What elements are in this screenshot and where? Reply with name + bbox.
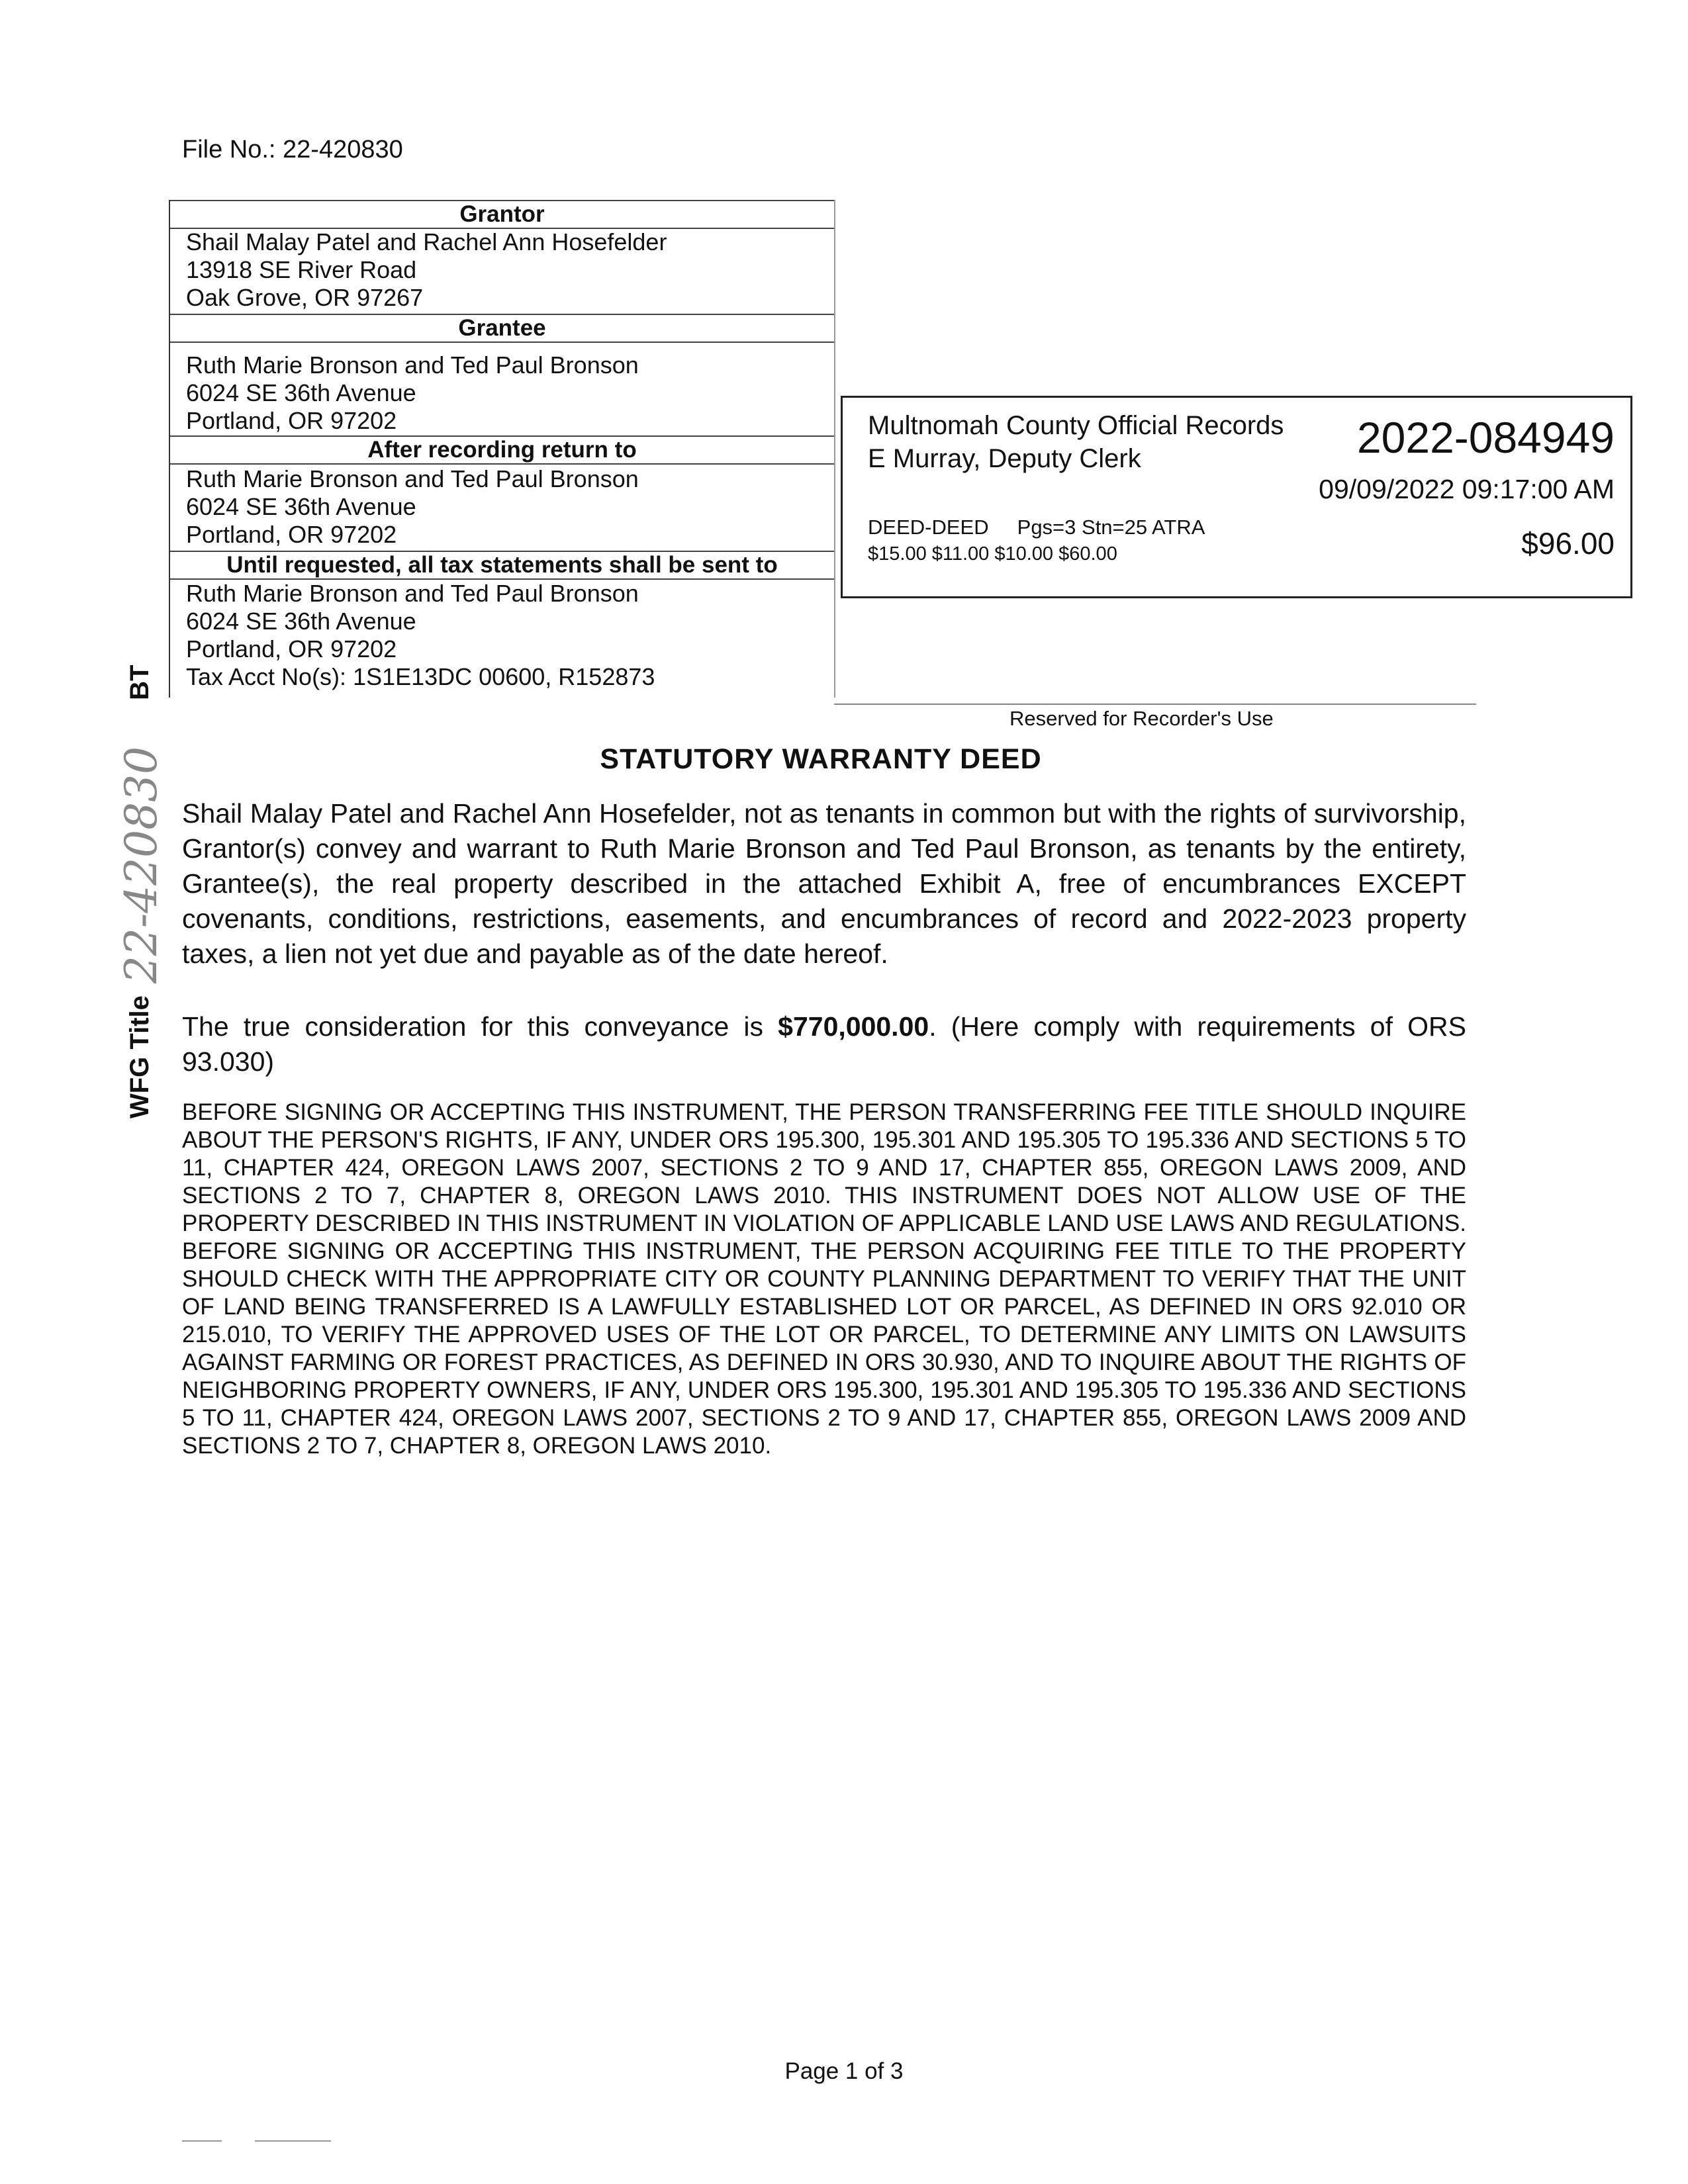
grantor-name: Shail Malay Patel and Rachel Ann Hosefelder [186, 228, 667, 255]
consideration-lead: The true consideration for this conveyance is [182, 1011, 778, 1042]
parties-box [169, 200, 835, 698]
initials: BT [125, 664, 155, 700]
grantee-name: Ruth Marie Bronson and Ted Paul Bronson [186, 351, 639, 379]
grantee-street: 6024 SE 36th Avenue [186, 379, 416, 406]
consideration-tail: . (Here comply with requirements of ORS 93.030) [182, 1011, 1466, 1077]
scan-mark [182, 2140, 222, 2142]
recording-total: $96.00 [1521, 526, 1615, 561]
return-to-street: 6024 SE 36th Avenue [186, 493, 416, 520]
recorder-stamp [841, 396, 1632, 598]
return-to-name: Ruth Marie Bronson and Ted Paul Bronson [186, 465, 639, 492]
consideration-amount: $770,000.00 [778, 1011, 929, 1042]
grantee-heading: Grantee [170, 314, 834, 343]
document-type: DEED-DEED Pgs=3 Stn=25 ATRA [868, 516, 1205, 539]
recording-timestamp: 09/09/2022 09:17:00 AM [1319, 474, 1615, 504]
conveyance-paragraph: Shail Malay Patel and Rachel Ann Hosefelder, not as tenants in common but with the rights of survivorship, Grantor(s) convey and warrant to Ruth Marie Bronson and Ted Paul Bronson, as tenants by the entirety, Grantee(s), the real property described in the attached Exhibit A, free of encumbrances EXCEPT covenants, conditions, restrictions, easements, and encumbrances of record and 2022-2023 property taxes, a lien not yet due and payable as of the date hereof. [182, 798, 1466, 969]
grantor-heading: Grantor [170, 200, 834, 229]
grantor-city: Oak Grove, OR 97267 [186, 284, 424, 311]
page-number: Page 1 of 3 [784, 2058, 904, 2084]
tax-statements-heading: Until requested, all tax statements shall be sent to [170, 551, 834, 580]
reserved-label: Reserved for Recorder's Use [1009, 707, 1274, 730]
statutory-notice: BEFORE SIGNING OR ACCEPTING THIS INSTRUMENT, THE PERSON TRANSFERRING FEE TITLE SHOULD INQUIRE ABOUT THE PERSON'S RIGHTS, IF ANY, UNDER ORS 195.300, 195.301 AND 195.305 TO 195.336 AND SECTIONS 5 TO 11, CHAPTER 424, OREGON LAWS 2007, SECTIONS 2 TO 9 AND 17, CHAPTER 855, OREGON LAWS 2009, AND SECTIONS 2 TO 7, CHAPTER 8, OREGON LAWS 2010. THIS INSTRUMENT DOES NOT ALLOW USE OF THE PROPERTY DESCRIBED IN THIS INSTRUMENT IN VIOLATION OF APPLICABLE LAND USE LAWS AND REGULATIONS. BEFORE SIGNING OR ACCEPTING THIS INSTRUMENT, THE PERSON ACQUIRING FEE TITLE TO THE PROPERTY SHOULD CHECK WITH THE APPROPRIATE CITY OR COUNTY PLANNING DEPARTMENT TO VERIFY THAT THE UNIT OF LAND BEING TRANSFERRED IS A LAWFULLY ESTABLISHED LOT OR PARCEL, AS DEFINED IN ORS 92.010 OR 215.010, TO VERIFY THE APPROVED USES OF THE LOT OR PARCEL, TO DETERMINE ANY LIMITS ON LAWSUITS AGAINST FARMING OR FOREST PRACTICES, AS DEFINED IN ORS 30.930, AND TO INQUIRE ABOUT THE RIGHTS OF NEIGHBORING PROPERTY OWNERS, IF ANY, UNDER ORS 195.300, 195.301 AND 195.305 TO 195.336 AND SECTIONS 5 TO 11, CHAPTER 424, OREGON LAWS 2007, SECTIONS 2 TO 9 AND 17, CHAPTER 855, OREGON LAWS 2009 AND SECTIONS 2 TO 7, CHAPTER 8, OREGON LAWS 2010. [182, 1099, 1466, 1459]
side-stamp [83, 655, 167, 1118]
return-to-heading: After recording return to [170, 435, 834, 465]
deed-title: STATUTORY WARRANTY DEED [600, 743, 1042, 775]
recorder-clerk: E Murray, Deputy Clerk [868, 444, 1141, 473]
handwritten-file-number: 22-420830 [116, 746, 167, 984]
grantee-city: Portland, OR 97202 [186, 407, 397, 434]
tax-statements-street: 6024 SE 36th Avenue [186, 608, 416, 635]
grantor-street: 13918 SE River Road [186, 256, 417, 283]
consideration-paragraph [182, 1009, 1466, 1079]
reserved-divider [834, 704, 1476, 705]
recorder-office: Multnomah County Official Records [868, 411, 1284, 440]
recording-fees: $15.00 $11.00 $10.00 $60.00 [868, 543, 1117, 565]
tax-statements-name: Ruth Marie Bronson and Ted Paul Bronson [186, 580, 639, 607]
scan-mark [255, 2140, 331, 2142]
recording-number: 2022-084949 [1356, 413, 1615, 462]
wfg-title-label: WFG Title [125, 995, 155, 1118]
file-number: File No.: 22-420830 [182, 136, 403, 163]
tax-account-numbers: Tax Acct No(s): 1S1E13DC 00600, R152873 [186, 663, 655, 690]
return-to-city: Portland, OR 97202 [186, 521, 397, 548]
tax-statements-city: Portland, OR 97202 [186, 635, 397, 662]
